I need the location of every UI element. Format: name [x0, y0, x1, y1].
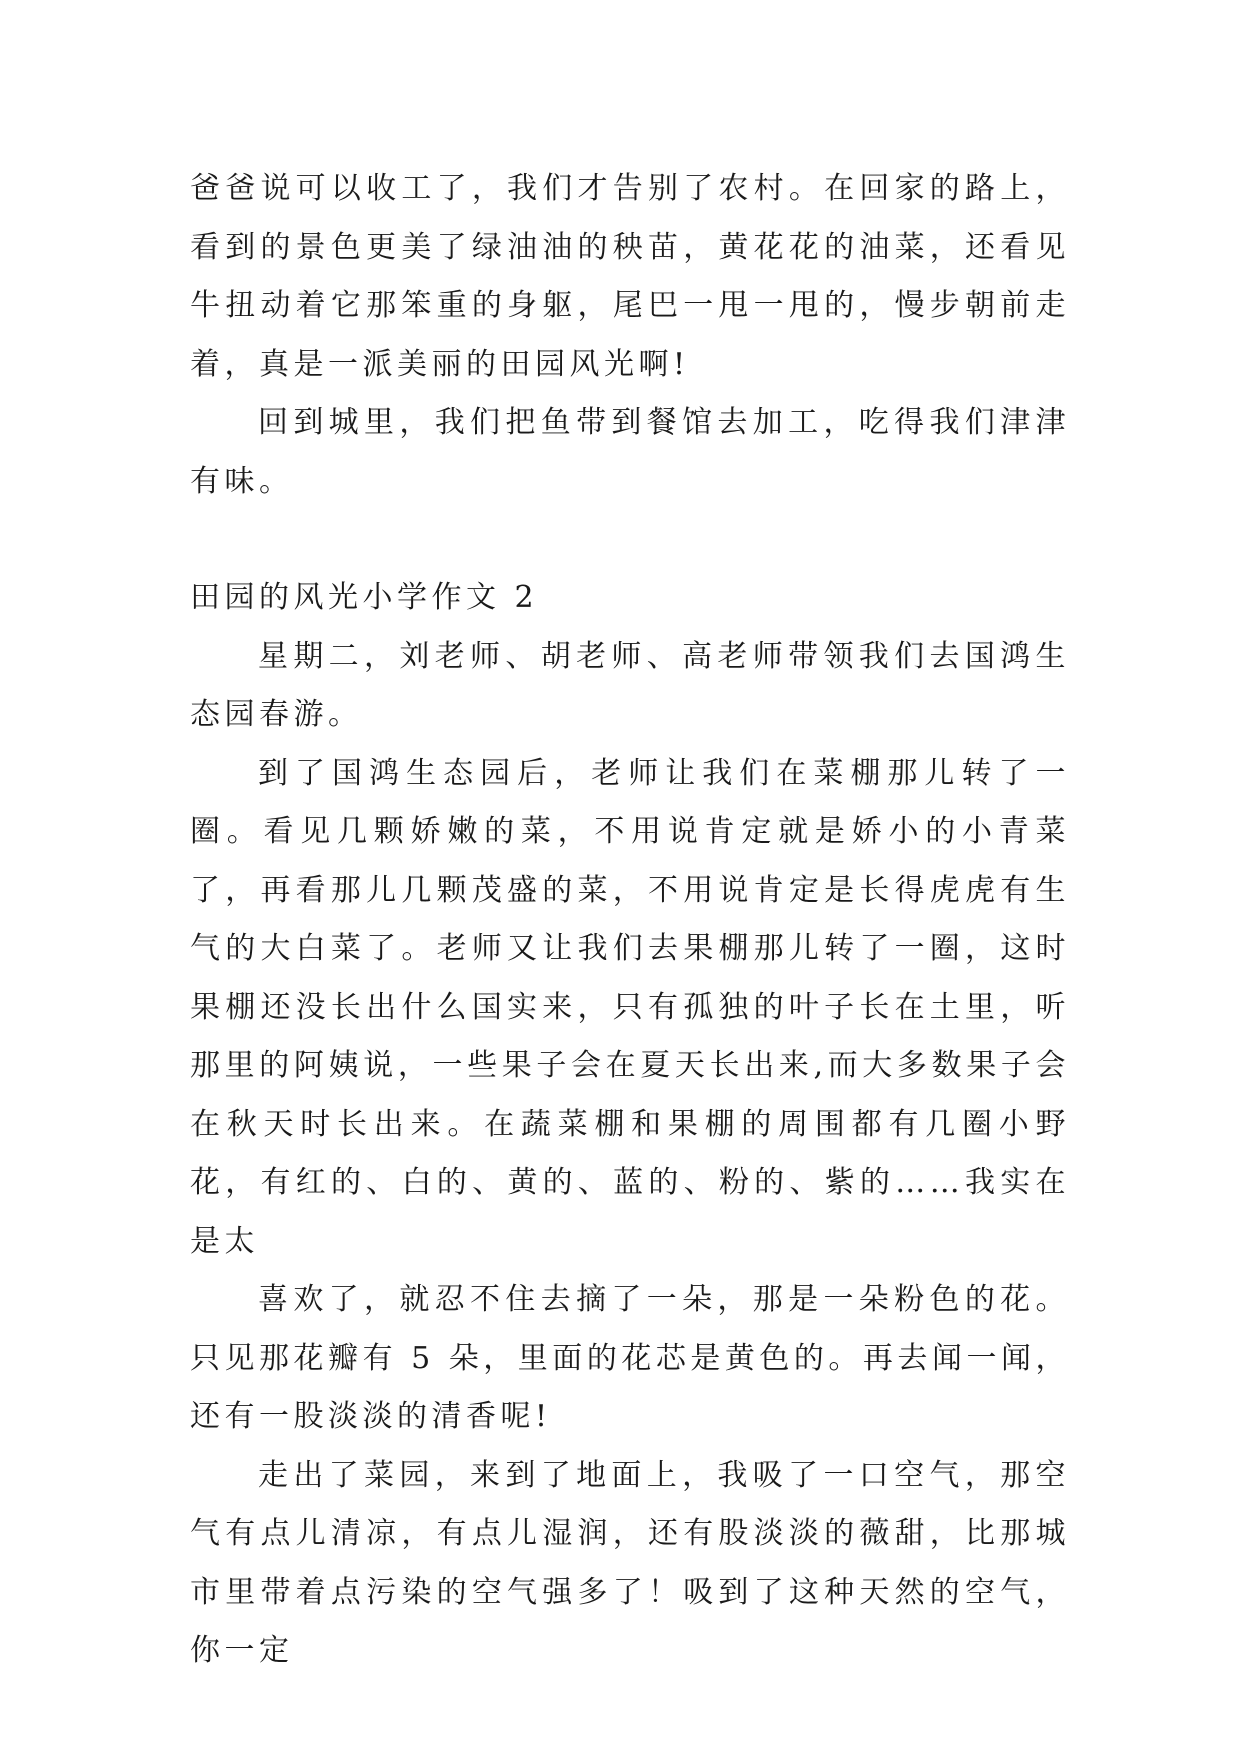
- paragraph: 到了国鸿生态园后，老师让我们在菜棚那儿转了一圈。看见几颗娇嫩的菜，不用说肯定就是娇小的小青菜了，再看那儿几颗茂盛的菜，不用说肯定是长得虎虎有生气的大白菜了。老师又让我们去果棚那儿转了一圈，这时果棚还没长出什么国实来，只有孤独的叶子长在土里，听那里的阿姨说，一些果子会在夏天长出来,而大多数果子会在秋天时长出来。在蔬菜棚和果棚的周围都有几圈小野花，有红的、白的、黄的、蓝的、粉的、紫的……我实在是太: [190, 755, 1070, 1259]
- paragraph: 走出了菜园，来到了地面上，我吸了一口空气，那空气有点儿清凉，有点儿湿润，还有股淡淡的薇甜，比那城市里带着点污染的空气强多了！吸到了这种天然的空气，你一定: [190, 1457, 1070, 1668]
- paragraph: 回到城里，我们把鱼带到餐馆去加工，吃得我们津津有味。: [190, 405, 1070, 499]
- paragraph: 爸爸说可以收工了，我们才告别了农村。在回家的路上，看到的景色更美了绿油油的秧苗，黄花花的油菜，还看见牛扭动着它那笨重的身躯，尾巴一甩一甩的，慢步朝前走着，真是一派美丽的田园风光啊!: [190, 171, 1070, 382]
- paragraph: 喜欢了，就忍不住去摘了一朵，那是一朵粉色的花。只见那花瓣有 5 朵，里面的花芯是黄色的。再去闻一闻，还有一股淡淡的清香呢!: [190, 1282, 1070, 1434]
- section-title: 田园的风光小学作文 2: [190, 580, 539, 615]
- document-body: [190, 160, 1070, 1681]
- paragraph: 星期二，刘老师、胡老师、高老师带领我们去国鸿生态园春游。: [190, 638, 1070, 732]
